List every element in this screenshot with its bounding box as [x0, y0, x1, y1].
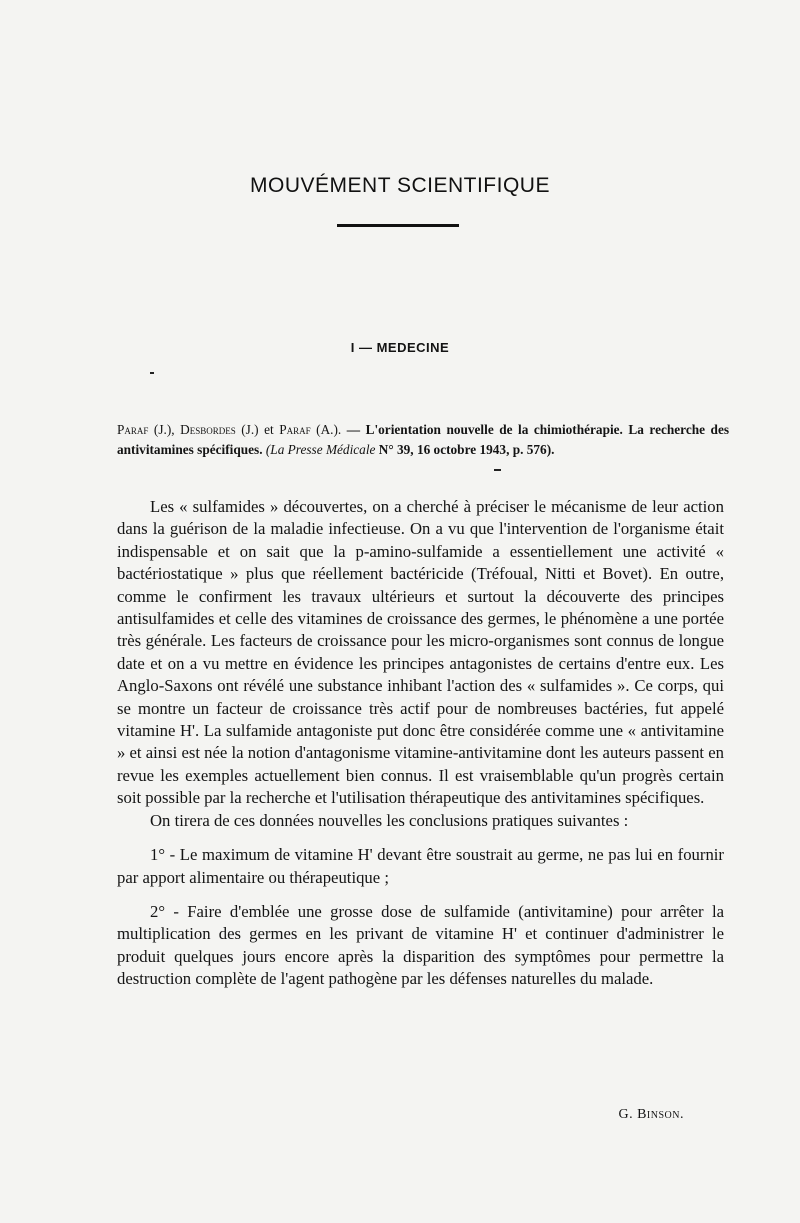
bibliographic-reference: [117, 420, 729, 460]
print-speck: [494, 469, 501, 471]
article-title: — L'orientation nouvelle de la chimiothérapie. La recherche des antivitamines spécifiques.: [117, 422, 730, 457]
section-heading: I — MEDECINE: [350, 340, 450, 355]
body-paragraph: Les « sulfamides » découvertes, on a cherché à préciser le mécanisme de leur action dans la guérison de la maladie infectieuse. On a vu que l'intervention de l'organisme était indispensable et on sait que la p-amino-sulfamide a essentiellement une activité « bactériostatique » plus que réellement bactéricide (Tréfoual, Nitti et Bovet). En outre, comme le confirment les travaux ultérieurs et surtout la découverte des principes antisulfamides et celle des vitamines de croissance des germes, le phénomène a une portée très générale. Les facteurs de croissance pour les micro-organismes sont connus de longue date et on a vu mettre en évidence les principes antagonistes de certains d'entre eux. Les Anglo-Saxons ont révélé une substance inhibant l'action des « sulfamides ». Ce corps, qui se montre un facteur de croissance très actif pour de nombreuses bactéries, fut appelé vitamine H'. La sulfamide antagoniste put donc être considérée comme une « antivitamine » et ainsi est née la notion d'antagonisme vitamine-antivitamine dont les auteurs passent en revue les exemples actuellement bien connus. Il est vraisemblable qu'un progrès certain soit possible par la recherche et l'utilisation thérapeutique des antivitamines spécifiques.: [117, 497, 724, 808]
journal-issue: N° 39, 16 octobre 1943, p. 576).: [378, 442, 555, 457]
article-body: [117, 496, 724, 991]
conclusion-item: 2° - Faire d'emblée une grosse dose de sulfamide (antivitamine) pour arrêter la multiplication des germes en les privant de vitamine H' et continuer d'administrer le produit quelques jours encore après la disparition des symptômes pour permettre la destruction complète de l'agent pathogène par les défenses naturelles du malade.: [117, 901, 724, 989]
print-speck: [150, 372, 154, 374]
author-2: Desbordes (J.): [180, 422, 259, 437]
body-paragraph: On tirera de ces données nouvelles les conclusions pratiques suivantes :: [150, 810, 629, 830]
page-title: MOUVÉMENT SCIENTIFIQUE: [250, 174, 550, 197]
author-1: Paraf (J.),: [117, 422, 175, 437]
author-signature: G. Binson.: [618, 1107, 684, 1122]
journal-name: (La Presse Médicale: [265, 442, 376, 457]
author-joiner: et: [264, 422, 274, 437]
title-underline: [337, 224, 459, 227]
conclusion-item: 1° - Le maximum de vitamine H' devant être soustrait au germe, ne pas lui en fournir par apport alimentaire ou thérapeutique ;: [117, 845, 724, 887]
author-3: Paraf (A.).: [279, 422, 342, 437]
